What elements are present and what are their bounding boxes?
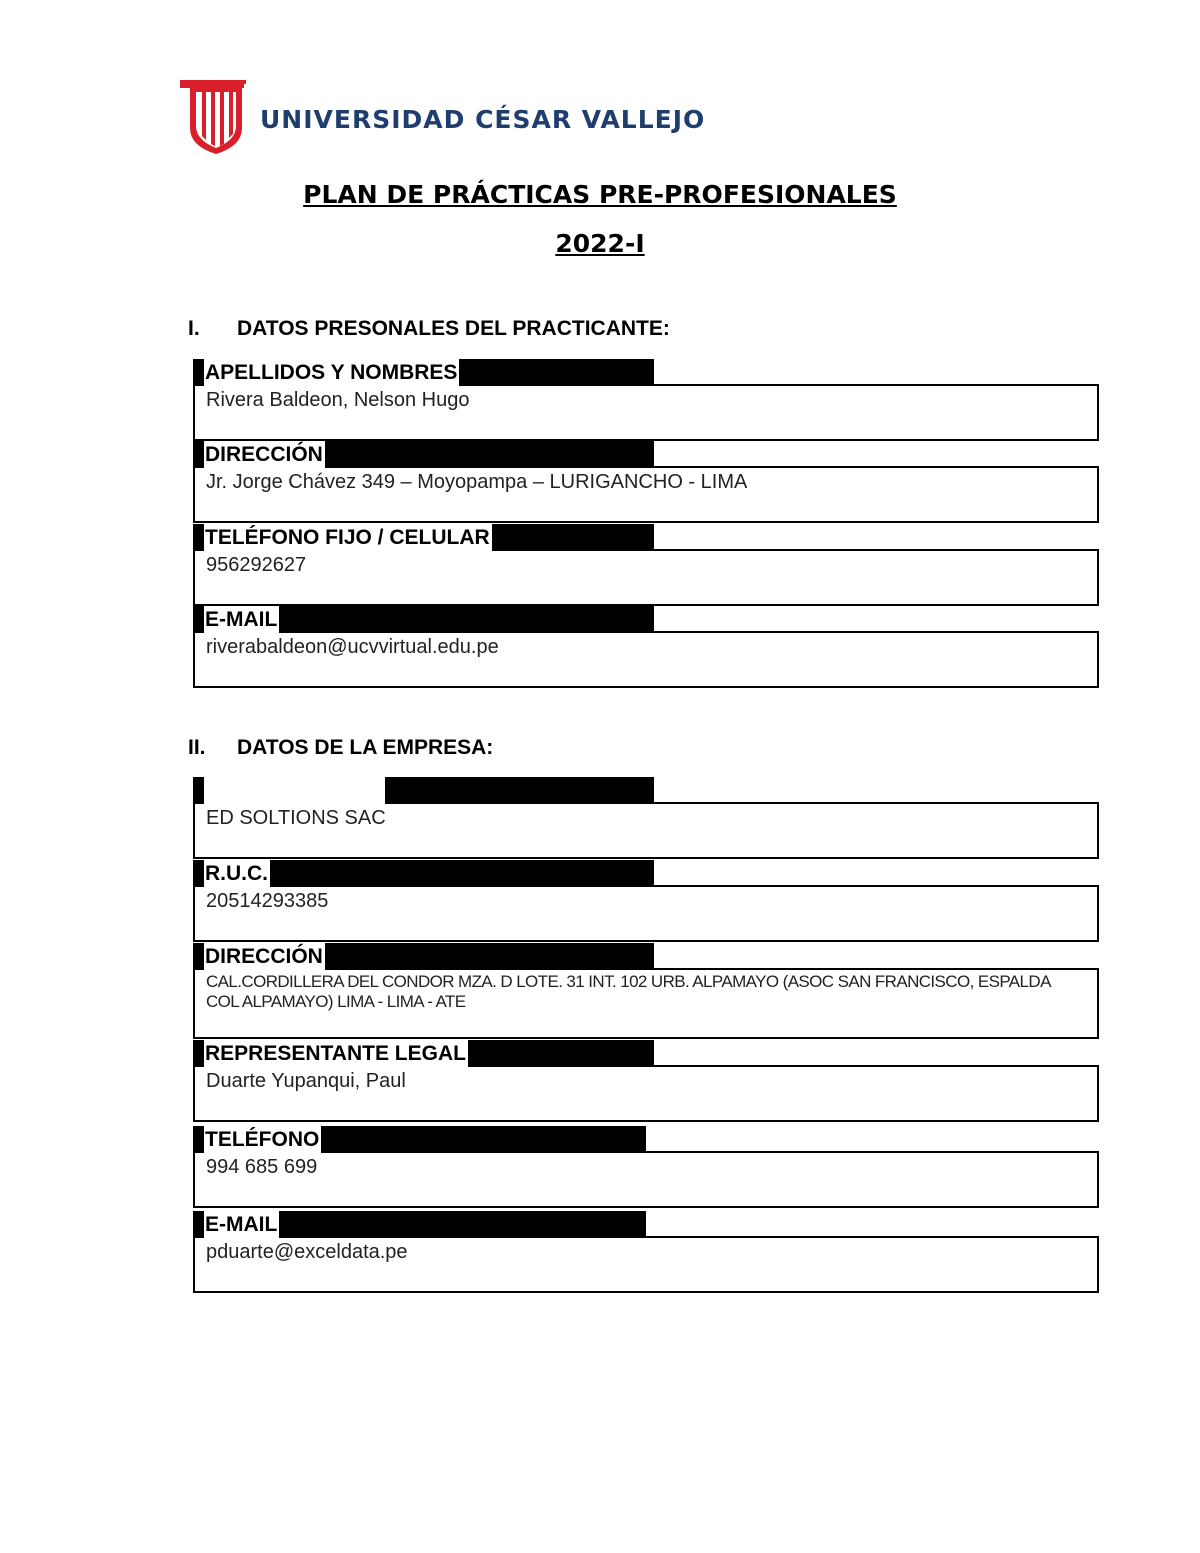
university-shield-icon <box>180 80 246 156</box>
field-value: CAL.CORDILLERA DEL CONDOR MZA. D LOTE. 31 INT. 102 URB. ALPAMAYO (ASOC SAN FRANCISCO, ESPALDA COL ALPAMAYO) LIMA - LIMA - ATE <box>193 968 1099 1039</box>
field-value: 956292627 <box>193 549 1099 606</box>
field-student-email <box>193 606 1099 688</box>
field-label: E-MAIL <box>193 606 279 633</box>
section-personal-heading <box>188 317 670 341</box>
field-value: Rivera Baldeon, Nelson Hugo <box>193 384 1099 441</box>
university-logo <box>180 80 705 156</box>
field-value: 20514293385 <box>193 885 1099 942</box>
field-student-name <box>193 359 1099 441</box>
field-student-address <box>193 441 1099 523</box>
section-title: DATOS PRESONALES DEL PRACTICANTE: <box>237 317 670 340</box>
field-company-email <box>193 1211 1099 1293</box>
field-value: Jr. Jorge Chávez 349 – Moyopampa – LURIGANCHO - LIMA <box>193 466 1099 523</box>
field-company-name <box>193 777 1099 859</box>
field-label: REPRESENTANTE LEGAL <box>193 1040 468 1067</box>
field-company-phone <box>193 1126 1099 1208</box>
field-student-phone <box>193 524 1099 606</box>
university-name: UNIVERSIDAD CÉSAR VALLEJO <box>260 104 706 134</box>
section-title: DATOS DE LA EMPRESA: <box>237 736 494 759</box>
field-label: TELÉFONO <box>193 1126 321 1153</box>
field-value: 994 685 699 <box>193 1151 1099 1208</box>
document-title: PLAN DE PRÁCTICAS PRE-PROFESIONALES <box>303 180 897 209</box>
section-number: II. <box>188 736 206 759</box>
field-value: ED SOLTIONS SAC <box>193 802 1099 859</box>
section-company-heading <box>188 736 493 760</box>
field-value: riverabaldeon@ucvvirtual.edu.pe <box>193 631 1099 688</box>
field-label <box>193 777 385 804</box>
document-period: 2022-I <box>555 229 645 258</box>
field-label: APELLIDOS Y NOMBRES <box>193 359 459 386</box>
field-label: DIRECCIÓN <box>193 943 325 970</box>
field-label: R.U.C. <box>193 860 270 887</box>
field-value: Duarte Yupanqui, Paul <box>193 1065 1099 1122</box>
field-label: DIRECCIÓN <box>193 441 325 468</box>
field-label: TELÉFONO FIJO / CELULAR <box>193 524 492 551</box>
field-company-ruc <box>193 860 1099 942</box>
field-legal-representative <box>193 1040 1099 1122</box>
section-number: I. <box>188 317 200 340</box>
field-label: E-MAIL <box>193 1211 279 1238</box>
field-value: pduarte@exceldata.pe <box>193 1236 1099 1293</box>
field-company-address <box>193 943 1099 1039</box>
